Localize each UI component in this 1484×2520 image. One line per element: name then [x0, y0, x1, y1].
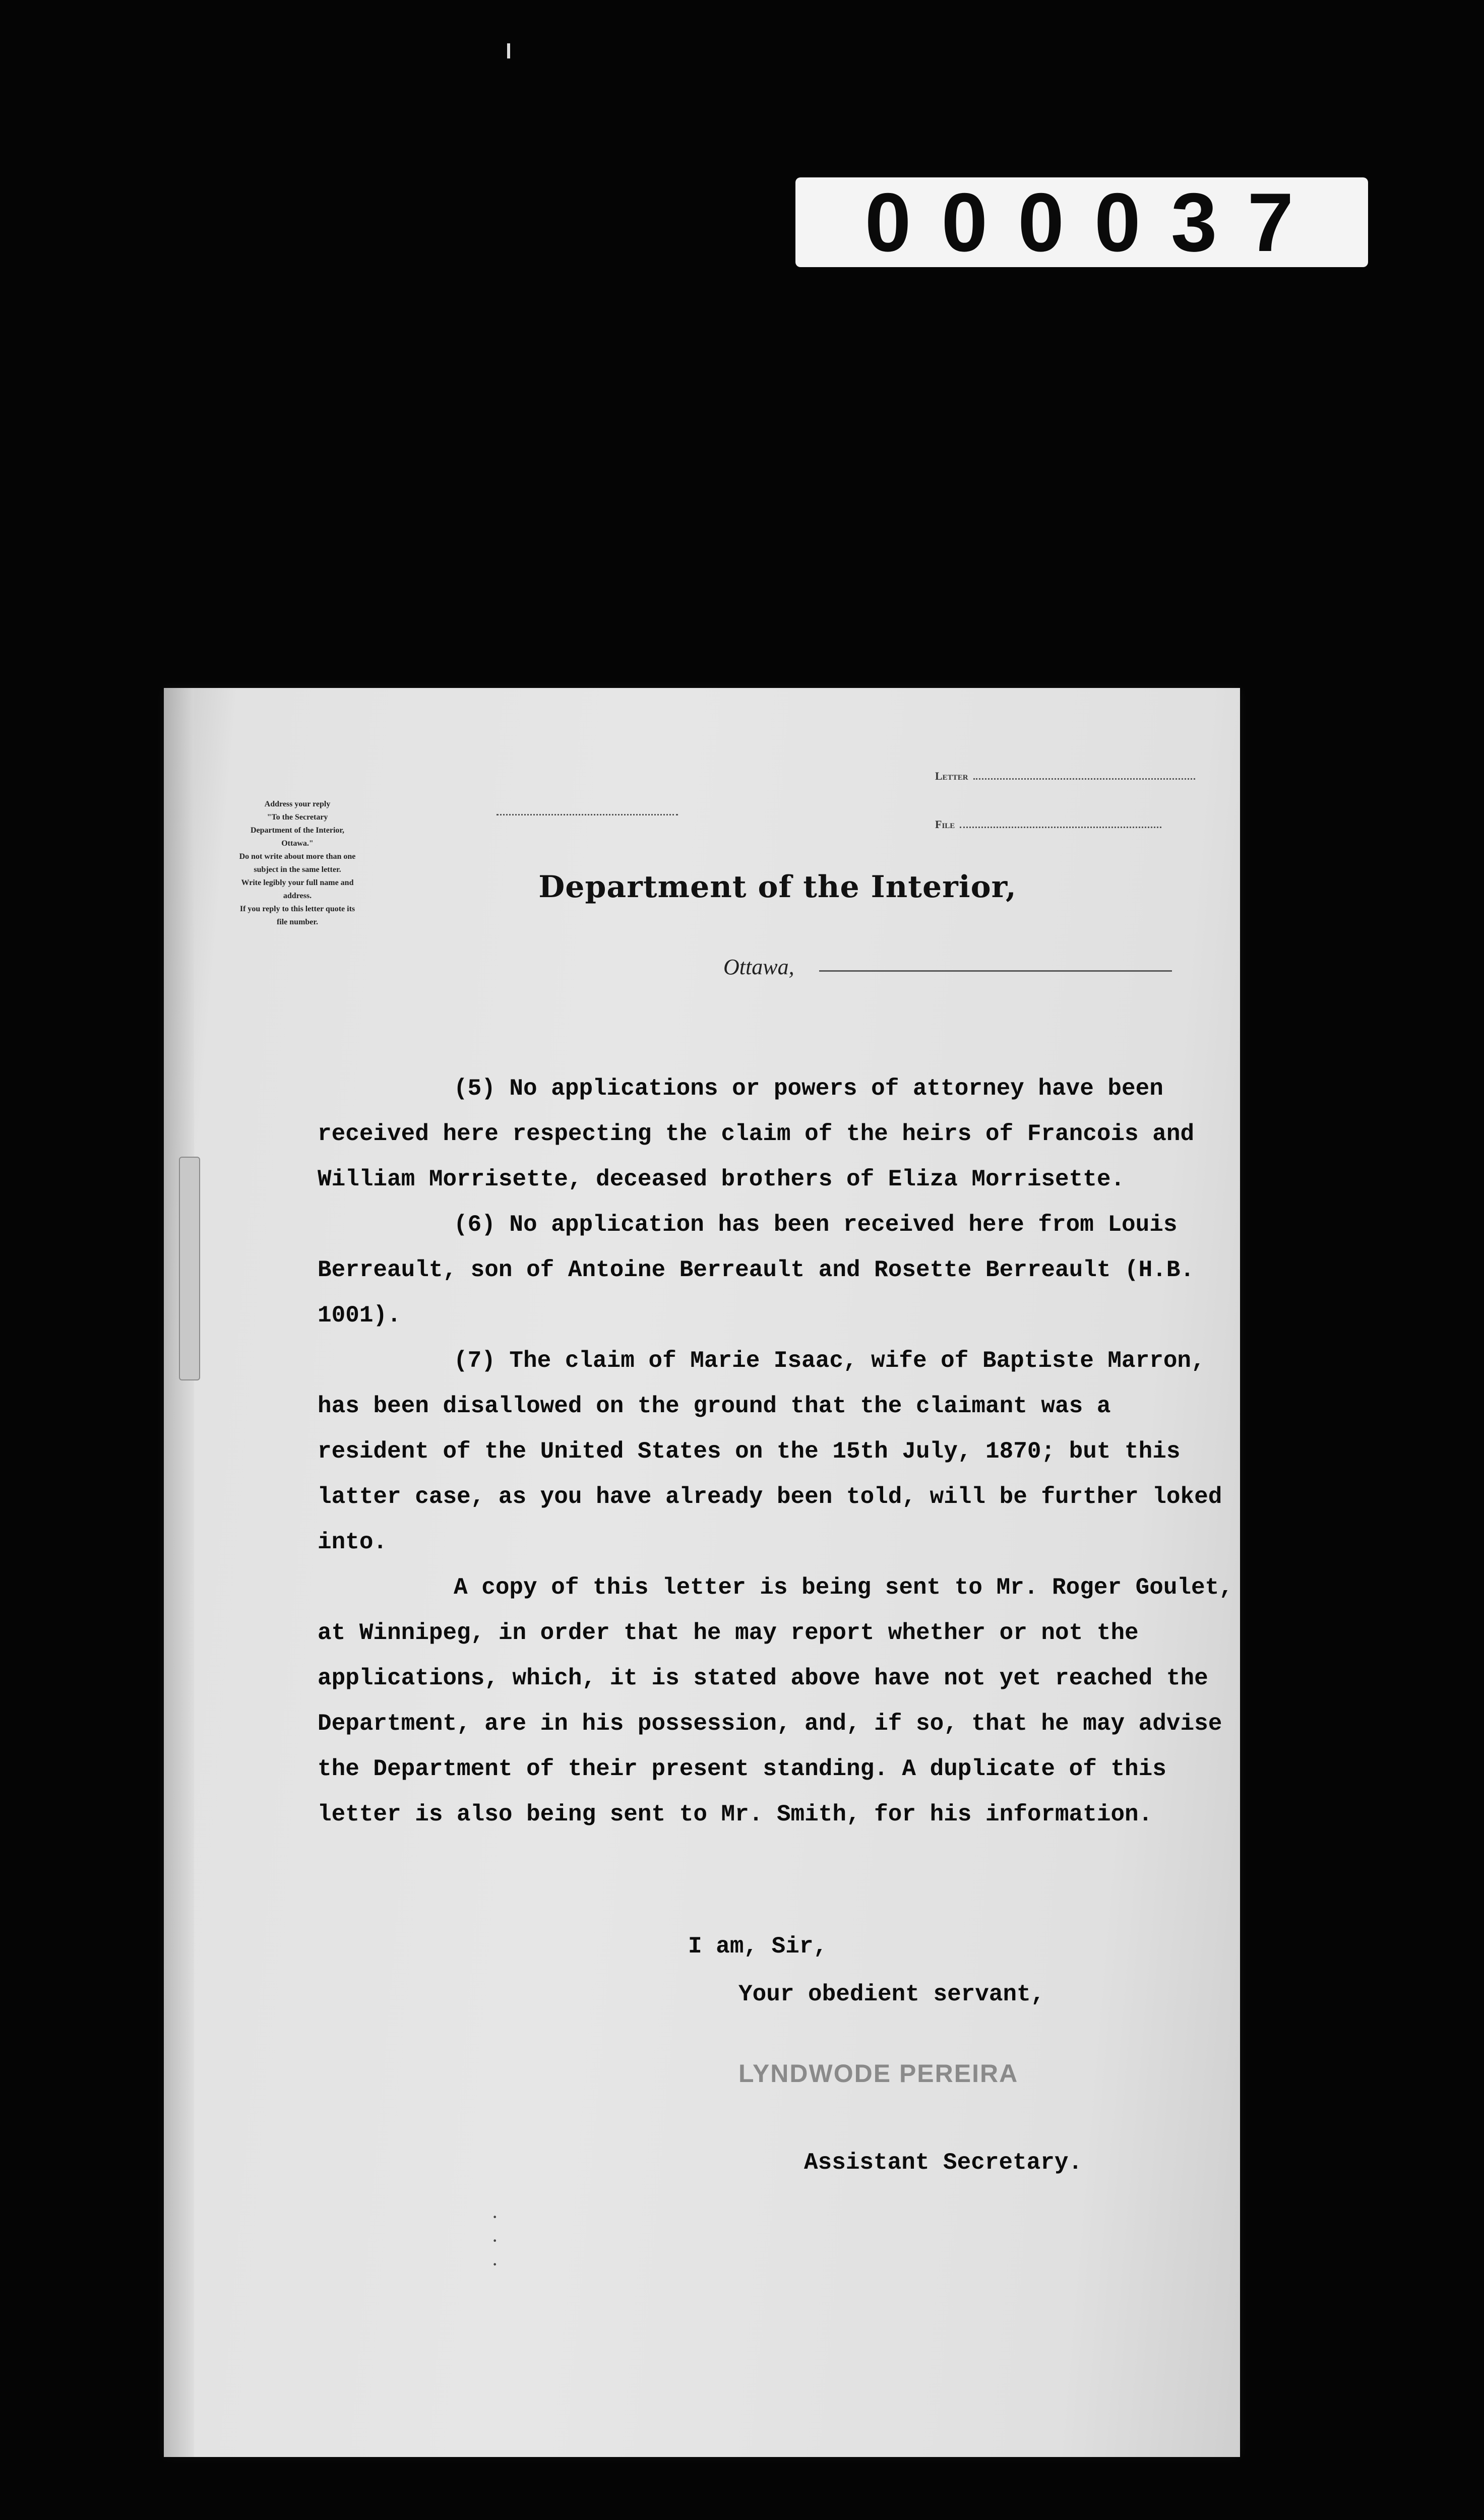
signature-stamp: LYNDWODE PEREIRA: [738, 2059, 1019, 2088]
letter-body: [318, 1066, 1235, 1837]
file-field: [935, 818, 1161, 831]
signer-title: Assistant Secretary.: [804, 2150, 1083, 2176]
address-line: file number.: [276, 918, 319, 926]
address-line: Write legibly your full name and: [241, 878, 354, 887]
letter-field: [935, 770, 1195, 783]
dotted-line: [960, 827, 1161, 828]
salutation: I am, Sir,: [688, 1933, 828, 1960]
valediction: Your obedient servant,: [738, 1981, 1045, 2007]
address-line: "To the Secretary: [267, 813, 328, 822]
address-line: Department of the Interior,: [250, 826, 345, 835]
address-line: subject in the same letter.: [254, 865, 341, 874]
city-line: Ottawa,: [723, 955, 794, 979]
letter-label: Letter: [935, 770, 968, 782]
file-label: File: [935, 818, 955, 831]
dotted-line: [973, 778, 1195, 780]
dotted-line: [497, 814, 678, 815]
paragraph-6: (6) No application has been received here from Louis Berreault, son of Antoine Berreault and Rosette Berreault (H.B. 1001).: [318, 1212, 1195, 1329]
paragraph-7: (7) The claim of Marie Isaac, wife of Baptiste Marron, has been disallowed on the ground that the claimant was a resident of the United States on the 15th July, 1870; but this latter case, as you have already been told, will be further loked into.: [318, 1348, 1222, 1555]
closing: [688, 1923, 1044, 2019]
film-mark: [507, 43, 510, 58]
paragraph-copy: A copy of this letter is being sent to Mr. Roger Goulet, at Winnipeg, in order that he may report whether or not the applications, which, it is stated above have not yet reached the Department, are in his possession, and, if so, that he may advise the Department of their present standing. A duplicate of this letter is also being sent to Mr. Smith, for his information.: [318, 1574, 1233, 1828]
address-line: Do not write about more than one: [239, 852, 356, 861]
address-line: Ottawa.": [281, 839, 314, 848]
paragraph-5: (5) No applications or powers of attorney have been received here respecting the claim of the heirs of Francois and William Morrisette, deceased brothers of Eliza Morrisette.: [318, 1076, 1195, 1192]
torn-edge: [164, 688, 194, 2457]
date-line: [819, 970, 1172, 972]
address-line: Address your reply: [264, 800, 331, 808]
address-line: address.: [283, 892, 312, 900]
binding-tab: [179, 1157, 200, 1380]
frame-number: 000037: [795, 177, 1368, 267]
letter-sheet: [164, 688, 1240, 2457]
department-heading: Department of the Interior,: [538, 869, 1017, 905]
address-line: If you reply to this letter quote its: [239, 905, 355, 913]
address-instructions: [219, 799, 376, 930]
stray-marks: · · ·: [491, 2206, 509, 2276]
